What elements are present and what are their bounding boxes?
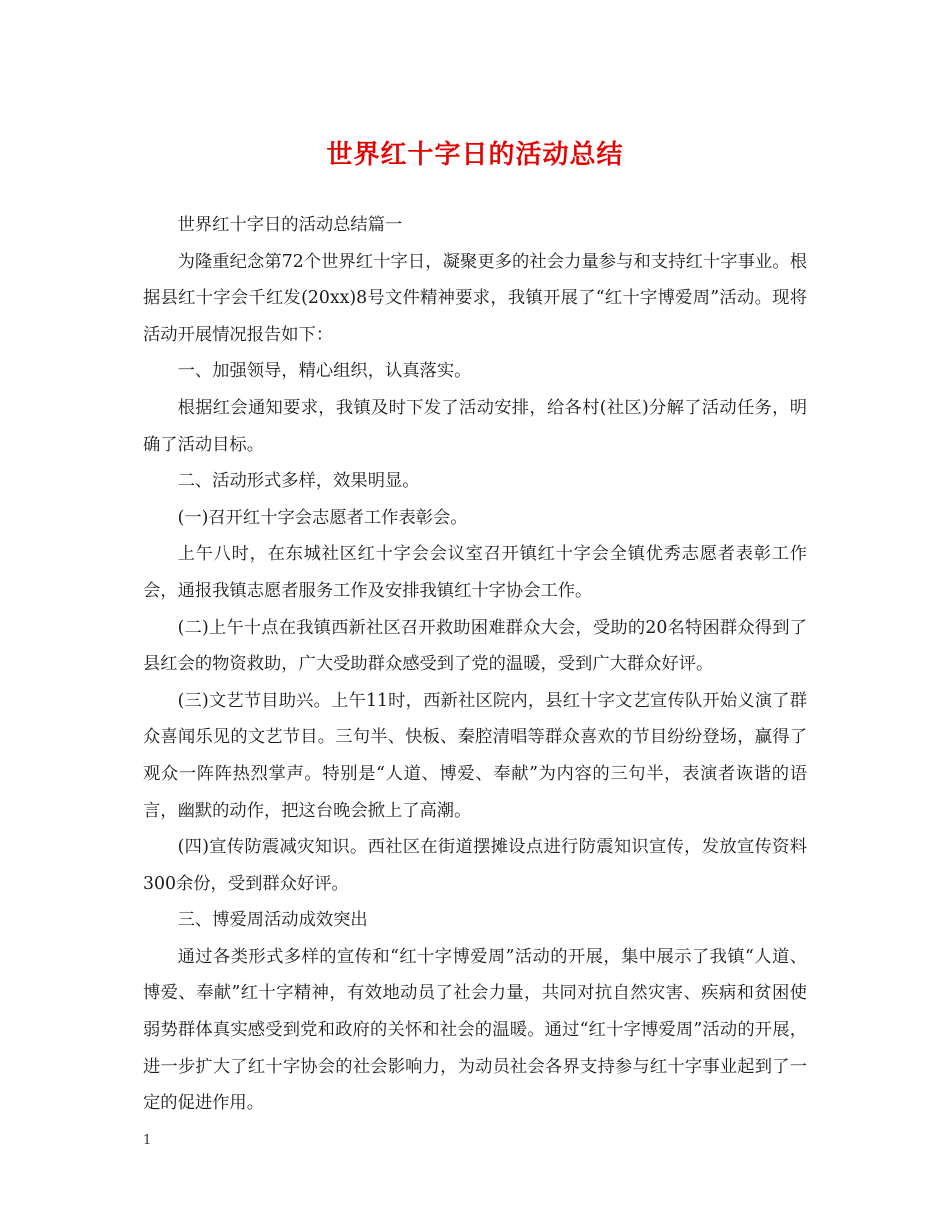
paragraph: 为隆重纪念第72个世界红十字日，凝聚更多的社会力量参与和支持红十字事业。根据县红十字会千红发(20xx)8号文件精神要求，我镇开展了“红十字博爱周”活动。现将活动开展情况报告如下：	[143, 251, 807, 345]
document-body	[143, 207, 807, 1122]
paragraph: (三)文艺节目助兴。上午11时，西新社区院内，县红十字文艺宣传队开始义演了群众喜闻乐见的文艺节目。三句半、快板、秦腔清唱等群众喜欢的节目纷纷登场，赢得了观众一阵阵热烈掌声。特别是“人道、博爱、奉献”为内容的三句半，表演者诙谐的语言，幽默的动作，把这台晚会掀上了高潮。	[143, 690, 807, 821]
paragraph: (四)宣传防震减灾知识。西社区在街道摆摊设点进行防震知识宣传，发放宣传资料300余份，受到群众好评。	[143, 837, 807, 894]
paragraph: (一)召开红十字会志愿者工作表彰会。	[177, 507, 468, 528]
paragraph: (二)上午十点在我镇西新社区召开救助困难群众大会，受助的20名特困群众得到了县红会的物资救助，广大受助群众感受到了党的温暖，受到广大群众好评。	[143, 617, 807, 675]
paragraph: 二、活动形式多样，效果明显。	[177, 471, 420, 492]
paragraph: 根据红会通知要求，我镇及时下发了活动安排，给各村(社区)分解了活动任务，明确了活动目标。	[143, 397, 807, 455]
paragraph: 上午八时，在东城社区红十字会会议室召开镇红十字会全镇优秀志愿者表彰工作会，通报我镇志愿者服务工作及安排我镇红十字协会工作。	[143, 544, 807, 601]
document-title: 世界红十字日的活动总结	[326, 140, 624, 170]
paragraph: 世界红十字日的活动总结篇一	[177, 215, 403, 235]
page-number: 1	[143, 1133, 152, 1148]
paragraph: 一、加强领导，精心组织，认真落实。	[177, 361, 472, 382]
paragraph: 三、博爱周活动成效突出	[177, 910, 368, 931]
paragraph: 通过各类形式多样的宣传和“红十字博爱周”活动的开展，集中展示了我镇“人道、博爱、奉献”红十字精神，有效地动员了社会力量，共同对抗自然灾害、疾病和贫困使弱势群体真实感受到党和政府的关怀和社会的温暖。通过“红十字博爱周”活动的开展，进一步扩大了红十字协会的社会影响力，为动员社会各界支持参与红十字事业起到了一定的促进作用。	[143, 946, 807, 1114]
